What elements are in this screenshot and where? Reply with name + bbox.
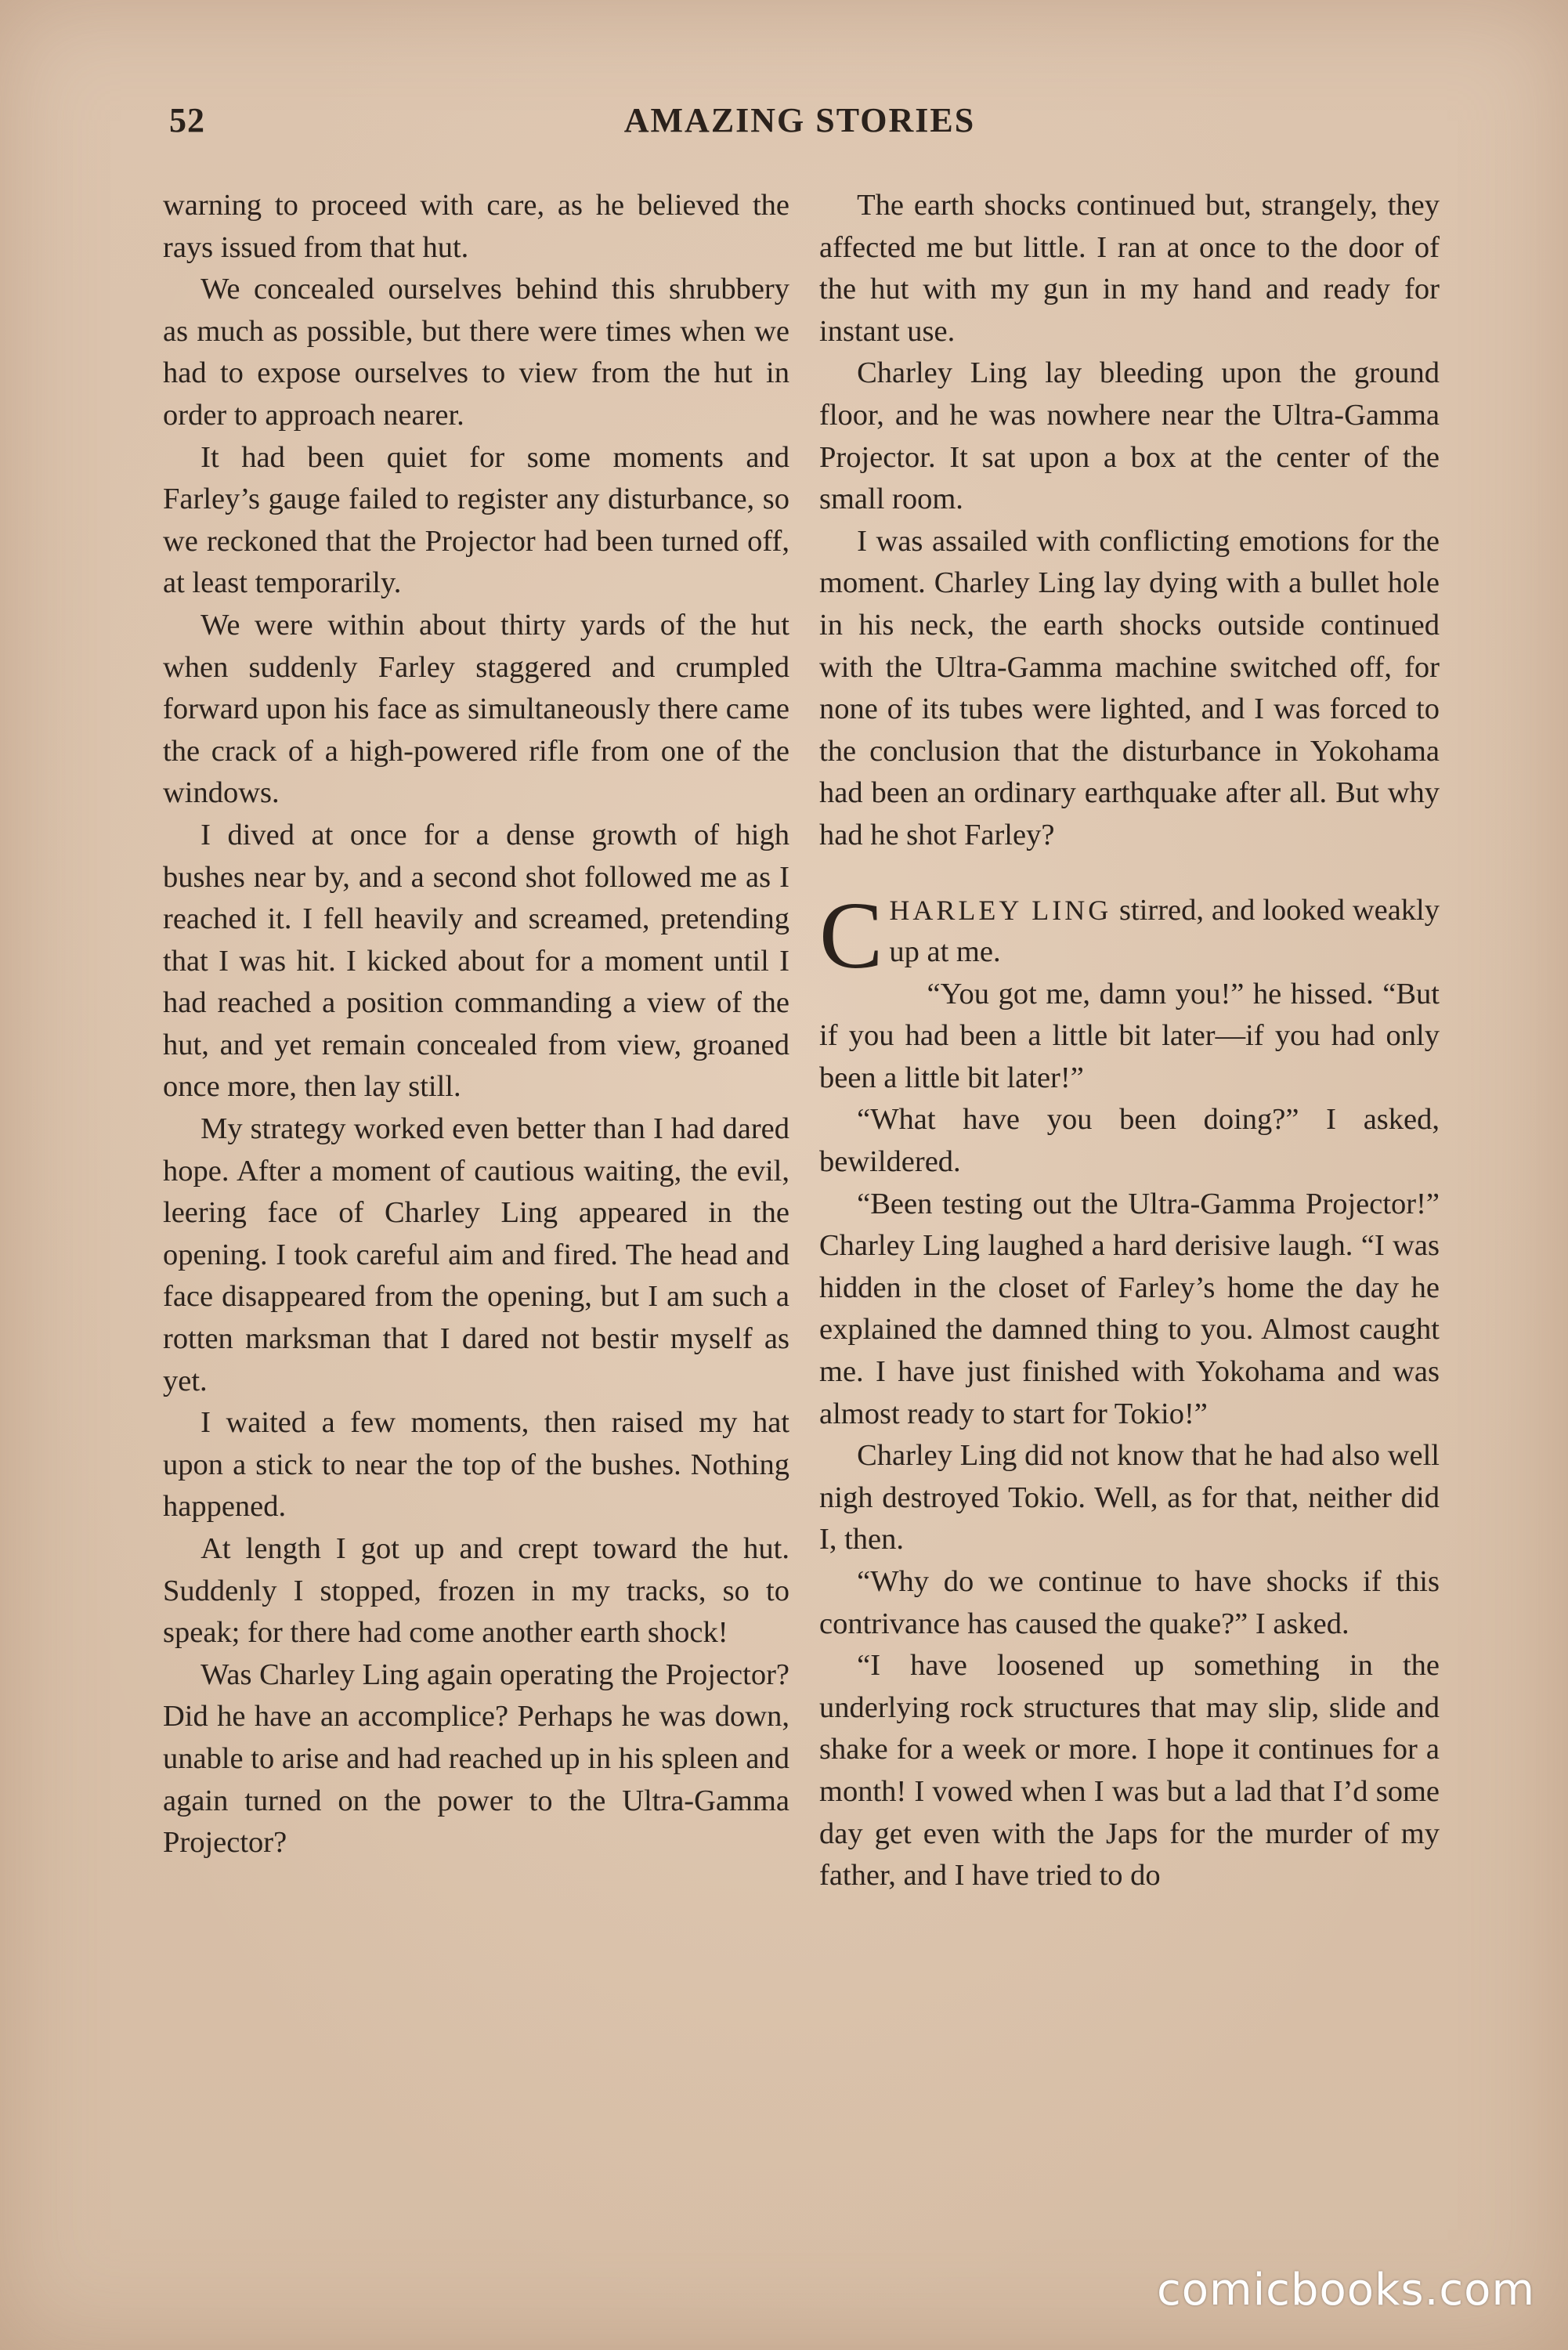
paragraph: “What have you been doing?” I asked, bewildered. [819,1103,1440,1179]
paragraph: “Been testing out the Ultra-Gamma Projector!” Charley Ling laughed a hard derisive laugh. “I was hidden in the closet of Farley’s home the day he explained the damned thing to you. Almost caught me. I have just finished with Yokohama and was almost ready to start for Tokio!” [819,1187,1440,1430]
dropcap-paragraph-text: stirred, and looked weakly up at me. [889,893,1440,969]
paragraph: Charley Ling did not know that he had also well nigh destroyed Tokio. Well, as for that, neither did I, then. [819,1439,1440,1556]
paragraph: It had been quiet for some moments and Farley’s gauge failed to register any disturbance, so we reckoned that the Projector had been turned off, at least temporarily. [163,440,789,600]
right-column [819,185,1440,1897]
paragraph: At length I got up and crept toward the hut. Suddenly I stopped, frozen in my tracks, so to speak; for there had come another earth shock! [163,1532,789,1650]
watermark: comicbooks.com [1156,2265,1535,2316]
page-header [169,100,1430,155]
paragraph: We were within about thirty yards of the hut when suddenly Farley staggered and crumpled forward upon his face as simultaneously there came the crack of a high-powered rifle from one of the windows. [163,608,789,810]
paragraph: “You got me, damn you!” he hissed. “But if you had been a little bit later—if you had only been a little bit later!” [819,977,1440,1094]
paragraph: The earth shocks continued but, strangely, they affected me but little. I ran at once to the door of the hut with my gun in my hand and ready for instant use. [819,189,1440,348]
page-number: 52 [169,101,205,139]
drop-cap: C [819,882,883,989]
paragraph: My strategy worked even better than I had dared hope. After a moment of cautious waiting, the evil, leering face of Charley Ling appeared in the opening. I took careful aim and fired. The head and face disappeared from the opening, but I am such a rotten marksman that I dared not bestir myself as yet. [163,1112,789,1397]
running-title: AMAZING STORIES [623,101,976,139]
smallcaps-lead: HARLEY LING [889,894,1112,926]
section-break [819,857,1440,890]
paragraph: “Why do we continue to have shocks if this contrivance has caused the quake?” I asked. [819,1565,1440,1640]
left-column [163,185,789,1864]
paragraph: We concealed ourselves behind this shrubbery as much as possible, but there were times when we had to expose ourselves to view from the hut in order to approach nearer. [163,273,789,432]
paragraph: I dived at once for a dense growth of high bushes near by, and a second shot followed me as I reached it. I fell heavily and screamed, pretending that I was hit. I kicked about for a moment until I had reached a position commanding a view of the hut, and yet remain concealed from view, groaned once more, then lay still. [163,818,789,1104]
paragraph: I was assailed with conflicting emotions for the moment. Charley Ling lay dying with a bullet hole in his neck, the earth shocks outside continued with the Ultra-Gamma machine switched off, for none of its tubes were lighted, and I was forced to the conclusion that the disturbance in Yokohama had been an ordinary earthquake after all. But why had he shot Farley? [819,524,1440,851]
dropcap-paragraph [819,882,1440,989]
paragraph: “I have loosened up something in the underlying rock structures that may slip, slide and shake for a week or more. I hope it continues for a month! I vowed when I was but a lad that I’d some day get even with the Japs for the murder of my father, and I have tried to do [819,1649,1440,1893]
paragraph: Was Charley Ling again operating the Projector? Did he have an accomplice? Perhaps he was down, unable to arise and had reached up in his spleen and again turned on the power to the Ultra-Gamma Projector? [163,1658,789,1860]
paragraph: Charley Ling lay bleeding upon the ground floor, and he was nowhere near the Ultra-Gamma Projector. It sat upon a box at the center of the small room. [819,356,1440,516]
paragraph: I waited a few moments, then raised my hat upon a stick to near the top of the bushes. Nothing happened. [163,1406,789,1524]
paragraph: warning to proceed with care, as he believed the rays issued from that hut. [163,189,789,264]
